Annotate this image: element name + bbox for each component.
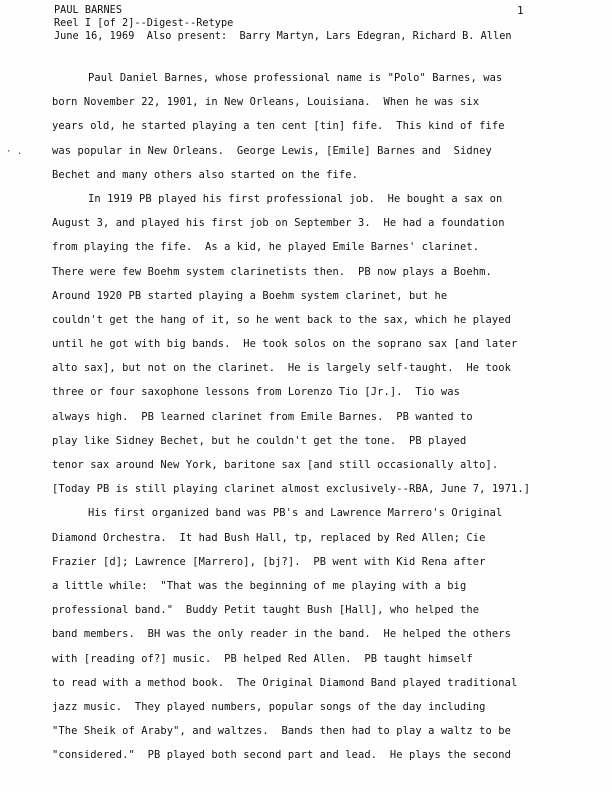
text-line: to read with a method book. The Original Diamond Band played traditional xyxy=(52,676,518,689)
text-line: tenor sax around New York, baritone sax [and still occasionally alto]. xyxy=(52,459,499,471)
header-date-line: June 16, 1969 Also present: Barry Martyn, Lars Edegran, Richard B. Allen xyxy=(54,31,512,42)
text-line: always high. PB learned clarinet from Emile Barnes. PB wanted to xyxy=(52,410,473,423)
text-line: a little while: "That was the beginning of me playing with a big xyxy=(52,579,467,592)
header-name: PAUL BARNES xyxy=(54,5,123,16)
text-line: Diamond Orchestra. It had Bush Hall, tp, replaced by Red Allen; Cie xyxy=(52,531,486,544)
text-line: with [reading of?] music. PB helped Red Allen. PB taught himself xyxy=(52,652,473,665)
page-number: 1 xyxy=(517,4,524,17)
text-line: jazz music. They played numbers, popular songs of the day including xyxy=(52,700,486,713)
text-line: three or four saxophone lessons from Lorenzo Tio [Jr.]. Tio was xyxy=(52,386,461,399)
margin-mark: · . xyxy=(6,147,23,157)
text-line: There were few Boehm system clarinetists then. PB now plays a Boehm. xyxy=(52,265,492,278)
text-line: couldn't get the hang of it, so he went back to the sax, which he played xyxy=(52,313,512,326)
text-line: was popular in New Orleans. George Lewis, [Emile] Barnes and Sidney xyxy=(52,144,492,157)
text-line: play like Sidney Bechet, but he couldn't get the tone. PB played xyxy=(52,434,467,447)
text-line: "The Sheik of Araby", and waltzes. Bands then had to play a waltz to be xyxy=(52,725,512,738)
text-line: years old, he started playing a ten cent [tin] fife. This kind of fife xyxy=(52,120,505,133)
text-line: Paul Daniel Barnes, whose professional name is "Polo" Barnes, was xyxy=(88,72,503,84)
header-reel: Reel I [of 2]--Digest--Retype xyxy=(54,18,234,29)
text-line: [Today PB is still playing clarinet almost exclusively--RBA, June 7, 1971.] xyxy=(52,483,531,496)
text-line: born November 22, 1901, in New Orleans, Louisiana. When he was six xyxy=(52,96,480,109)
text-line: Bechet and many others also started on the fife. xyxy=(52,168,359,181)
text-line: Frazier [d]; Lawrence [Marrero], [bj?]. PB went with Kid Rena after xyxy=(52,555,486,568)
body-text xyxy=(52,66,600,767)
text-line: His first organized band was PB's and Lawrence Marrero's Original xyxy=(88,507,503,520)
text-line: Around 1920 PB started playing a Boehm system clarinet, but he xyxy=(52,289,448,302)
text-line: professional band." Buddy Petit taught Bush [Hall], who helped the xyxy=(52,604,480,617)
text-line: "considered." PB played both second part and lead. He plays the second xyxy=(52,749,512,762)
text-line: alto sax], but not on the clarinet. He is largely self-taught. He took xyxy=(52,362,512,375)
text-line: band members. BH was the only reader in the band. He helped the others xyxy=(52,628,512,641)
text-line: August 3, and played his first job on September 3. He had a foundation xyxy=(52,217,505,230)
text-line: until he got with big bands. He took solos on the soprano sax [and later xyxy=(52,338,518,351)
text-line: from playing the fife. As a kid, he played Emile Barnes' clarinet. xyxy=(52,241,480,254)
text-line: In 1919 PB played his first professional job. He bought a sax on xyxy=(88,192,503,205)
